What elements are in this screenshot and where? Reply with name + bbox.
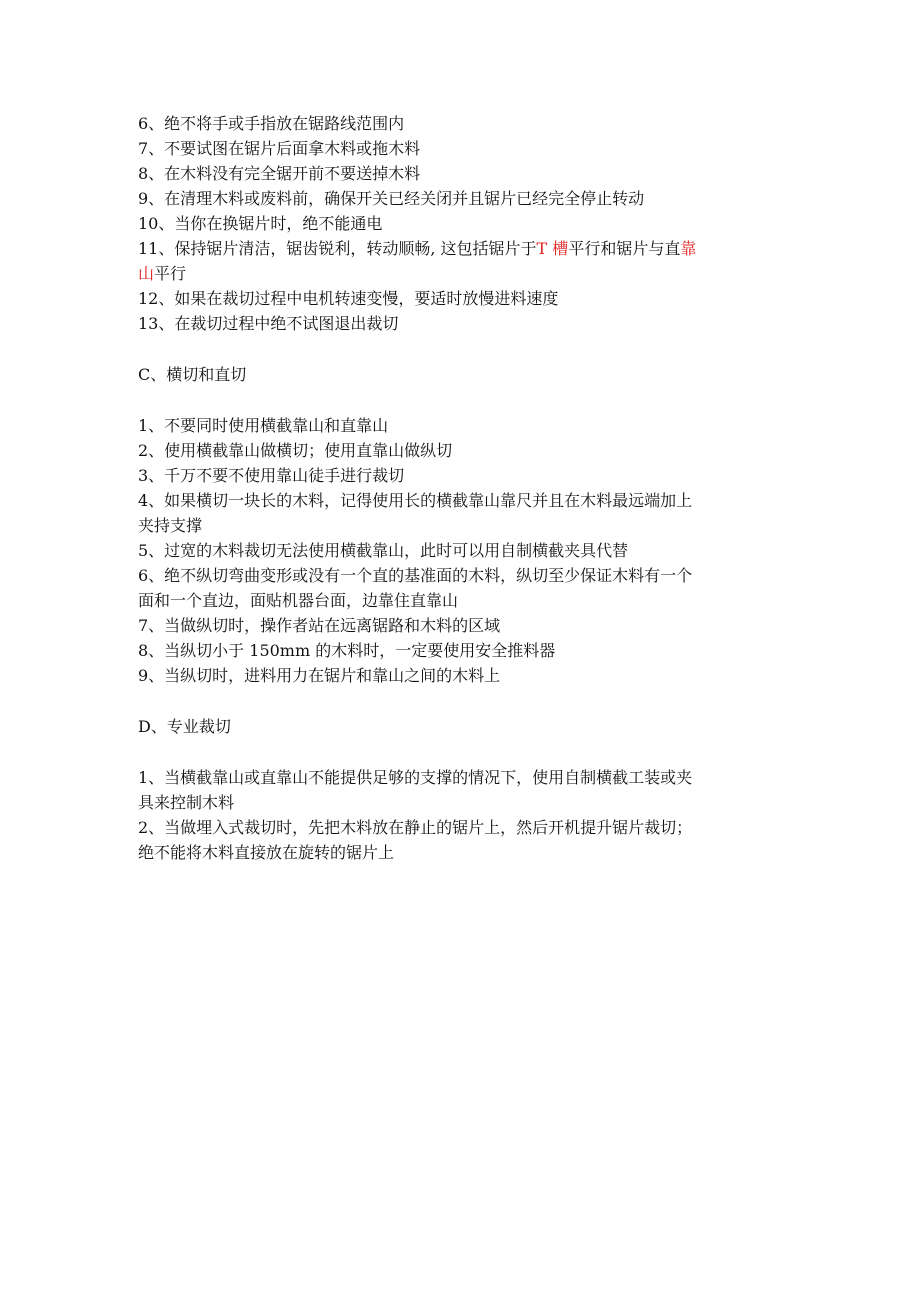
list-item: 8、当纵切小于 150mm 的木料时，一定要使用安全推料器 (138, 641, 556, 660)
section-heading-c: C、横切和直切 (138, 365, 247, 384)
list-item: 1、当横截靠山或直靠山不能提供足够的支撑的情况下，使用自制横截工装或夹 (138, 768, 693, 787)
item11-highlight-t-slot: T 槽 (536, 239, 569, 258)
list-item: 2、当做埋入式裁切时，先把木料放在静止的锯片上，然后开机提升锯片裁切； (138, 818, 693, 837)
list-item: 6、绝不纵切弯曲变形或没有一个直的基准面的木料，纵切至少保证木料有一个 (138, 566, 693, 585)
list-item-cont: 具来控制木料 (138, 793, 235, 812)
list-item: 13、在裁切过程中绝不试图退出裁切 (138, 314, 399, 333)
list-item: 7、不要试图在锯片后面拿木料或拖木料 (138, 139, 421, 158)
item11-highlight-fence-1: 靠 (680, 239, 697, 258)
item11-text-2: 平行和锯片与直 (568, 239, 681, 258)
list-item: 8、在木料没有完全锯开前不要送掉木料 (138, 164, 421, 183)
list-item-cont: 绝不能将木料直接放在旋转的锯片上 (138, 843, 395, 862)
section-heading-d: D、专业裁切 (138, 717, 231, 736)
spacer (138, 336, 788, 362)
spacer (138, 387, 788, 413)
list-item: 4、如果横切一块长的木料，记得使用长的横截靠山靠尺并且在木料最远端加上 (138, 491, 693, 510)
list-item-cont: 夹持支撑 (138, 516, 203, 535)
list-item: 2、使用横截靠山做横切；使用直靠山做纵切 (138, 441, 453, 460)
list-item: 12、如果在裁切过程中电机转速变慢，要适时放慢进料速度 (138, 289, 559, 308)
list-item-11-cont (138, 261, 788, 286)
list-item: 9、当纵切时，进料用力在锯片和靠山之间的木料上 (138, 666, 501, 685)
list-item: 3、千万不要不使用靠山徒手进行裁切 (138, 466, 405, 485)
item11-highlight-fence-2: 山 (138, 264, 155, 283)
spacer (138, 688, 788, 714)
list-item: 6、绝不将手或手指放在锯路线范围内 (138, 114, 405, 133)
spacer (138, 739, 788, 765)
list-item-11 (138, 236, 788, 261)
list-item: 1、不要同时使用横截靠山和直靠山 (138, 416, 389, 435)
list-item: 10、当你在换锯片时，绝不能通电 (138, 214, 383, 233)
item11-text-1: 11、保持锯片清洁，锯齿锐利，转动顺畅, 这包括锯片于 (138, 239, 537, 258)
list-item: 7、当做纵切时，操作者站在远离锯路和木料的区域 (138, 616, 501, 635)
list-item: 5、过宽的木料裁切无法使用横截靠山，此时可以用自制横截夹具代替 (138, 541, 629, 560)
list-item-cont: 面和一个直边，面贴机器台面，边靠住直靠山 (138, 591, 459, 610)
list-item: 9、在清理木料或废料前，确保开关已经关闭并且锯片已经完全停止转动 (138, 189, 645, 208)
item11-text-3: 平行 (154, 264, 187, 283)
document-body (138, 111, 788, 865)
